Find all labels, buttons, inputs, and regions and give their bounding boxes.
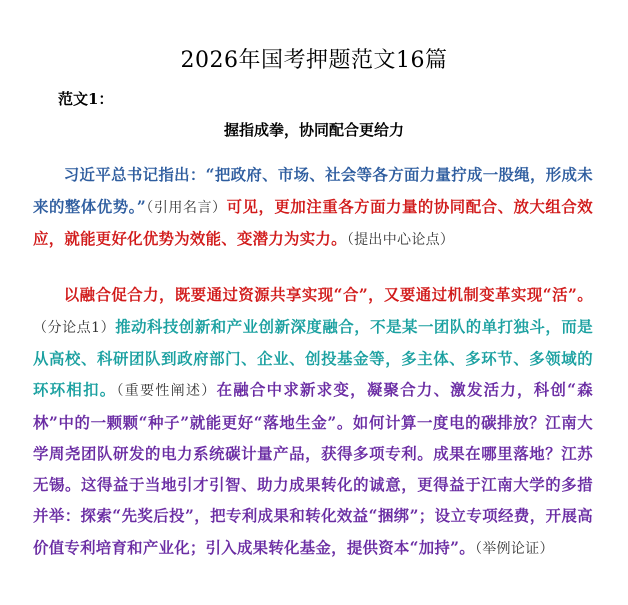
paragraph-sub-point-1: [33, 280, 593, 565]
annotation-thesis: （提出中心论点）: [346, 231, 455, 248]
quote-text: 习近平总书记指出：“把政府、市场、社会等各方面力量拧成一股绳，形成未来的整体优势。”: [33, 166, 593, 216]
importance-text: 推动科技创新和产业创新深度融合，不是某一团队的单打独斗，而是从高校、科研团队到政府部门、企业、创投基金等，多主体、多环节、多领域的环环相扣。: [33, 317, 593, 400]
paragraph-intro: [33, 160, 593, 256]
sub-point-text: 以融合促合力，既要通过资源共享实现“合”，又要通过机制变革实现“活”。: [63, 286, 593, 305]
thesis-text: 可见，更加注重各方面力量的协同配合、放大组合效应，就能更好化优势为效能、变潜力为实力。: [33, 197, 593, 248]
essay-label: 范文1：: [58, 90, 114, 108]
essay-title: 握指成拳，协同配合更给力: [223, 121, 404, 139]
document-title: 2026年国考押题范文16篇: [180, 48, 448, 73]
example-text: 在融合中求新求变，凝聚合力、激发活力，科创“森林”中的一颗颗“种子”就能更好“落地生金”。如何计算一度电的碳排放？江南大学周尧团队研发的电力系统碳计量产品，获得多项专利。成果在哪里落地？江苏无锡。这得益于当地引才引智、助力成果转化的诚意，更得益于江南大学的多措并举：探索“先奖后投”，把专利成果和转化效益“捆绑”；设立专项经费，开展高价值专利培育和产业化；引入成果转化基金，提供资本“加持”。: [33, 381, 593, 557]
annotation-sub-point: （分论点1）: [33, 319, 116, 336]
annotation-quote: （引用名言）: [146, 199, 227, 216]
annotation-importance: （重要性阐述）: [116, 383, 217, 400]
annotation-example: （举例论证）: [474, 540, 554, 557]
